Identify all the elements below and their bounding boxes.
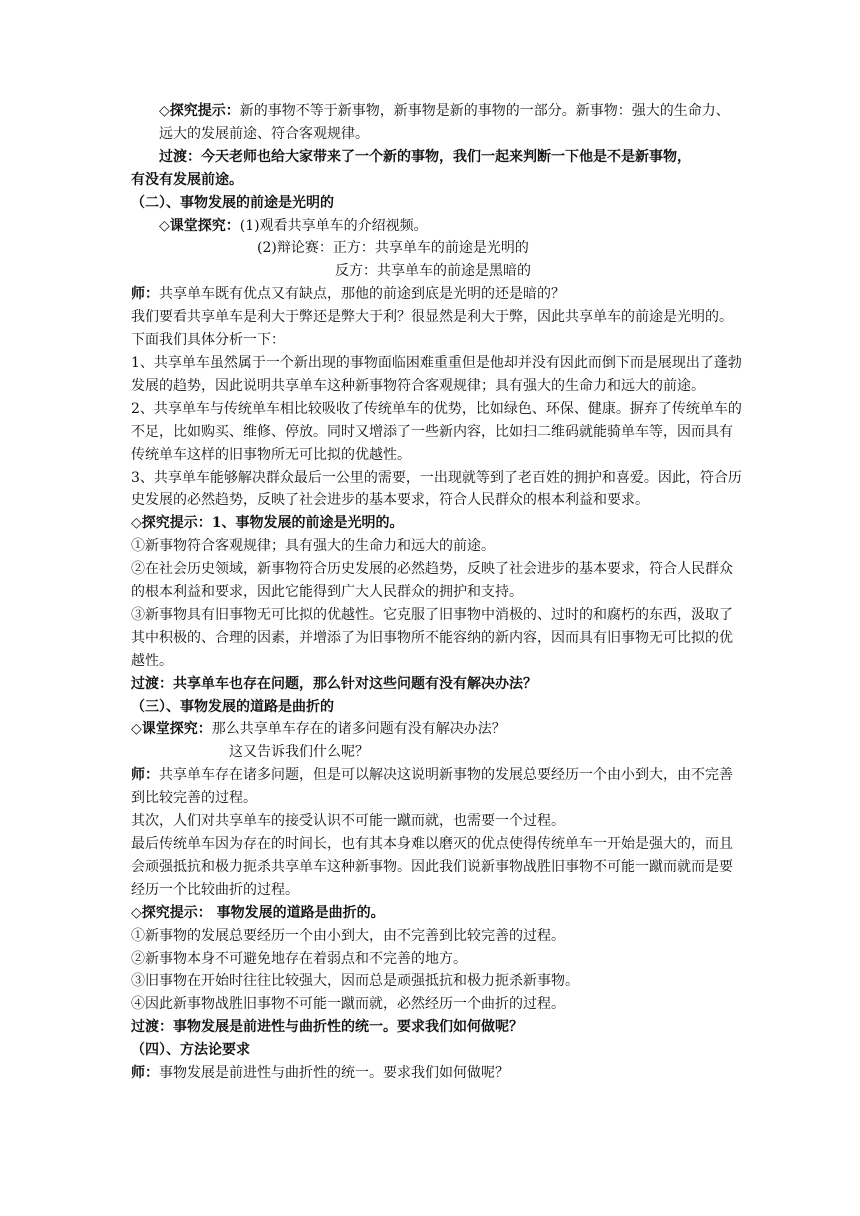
- paragraph: [131, 1062, 743, 1085]
- text: 新的事物不等于新事物，新事物是新的事物的一部分。新事物：强大的生命力、远大的发展前途、符合客观规律。: [159, 103, 730, 142]
- paragraph: [131, 398, 743, 467]
- text: ①新事物符合客观规律；具有强大的生命力和远大的前途。: [131, 538, 495, 555]
- text: ④因此新事物战胜旧事物不可能一蹴而就，必然经历一个曲折的过程。: [131, 996, 565, 1013]
- bold-text: 过渡：事物发展是前进性与曲折性的统一。要求我们如何做呢？: [131, 1019, 523, 1036]
- bold-text: ◇课堂探究：: [131, 721, 212, 738]
- paragraph: [131, 993, 743, 1016]
- bold-text: （三）、事物发展的道路是曲折的: [131, 698, 334, 715]
- paragraph: [131, 948, 743, 971]
- paragraph: [131, 467, 743, 513]
- paragraph: [131, 718, 743, 741]
- text: 3、共享单车能够解决群众最后一公里的需要，一出现就等到了老百姓的拥护和喜爱。因此，符合历史发展的必然趋势，反映了社会进步的基本要求，符合人民群众的根本利益和要求。: [131, 469, 742, 509]
- bold-text: （二）、事物发展的前途是光明的: [131, 194, 334, 211]
- bold-text: （四）、方法论要求: [131, 1042, 250, 1059]
- bold-text: ◇课堂探究：: [159, 217, 240, 234]
- paragraph: [131, 764, 743, 810]
- bold-text: 过渡：共享单车也存在问题，那么针对这些问题有没有解决办法？: [131, 675, 537, 692]
- text: ③新事物具有旧事物无可比拟的优越性。它克服了旧事物中消极的、过时的和腐朽的东西，汲取了其中积极的、合理的因素，并增添了为旧事物所不能容纳的新内容，因而具有旧事物无可比拟的优越性。: [131, 606, 733, 669]
- paragraph: [131, 604, 743, 673]
- paragraph: [131, 741, 743, 764]
- text: 1、共享单车虽然属于一个新出现的事物面临困难重重但是他却并没有因此而倒下而是展现出了蓬勃发展的趋势，因此说明共享单车这种新事物符合客观规律；具有强大的生命力和远大的前途。: [131, 354, 742, 394]
- paragraph: [131, 535, 743, 558]
- paragraph: [131, 283, 743, 306]
- text: ②新事物本身不可避免地存在着弱点和不完善的地方。: [131, 950, 467, 967]
- text: 2、共享单车与传统单车相比较吸收了传统单车的优势，比如绿色、环保、健康。摒弃了传统单车的不足，比如购买、维修、停放。同时又增添了一些新内容，比如扫二维码就能骑单车等，因而具有传统单车这样的旧事物所无可比拟的优越性。: [131, 400, 742, 463]
- paragraph: [131, 192, 743, 215]
- bold-text: 师：: [131, 286, 159, 303]
- paragraph: [131, 810, 743, 833]
- bold-text: 师：: [131, 767, 159, 784]
- paragraph: [131, 902, 743, 925]
- paragraph: [131, 833, 743, 902]
- bold-text: 过渡：今天老师也给大家带来了一个新的事物，我们一起来判断一下他是不是新事物，: [159, 148, 691, 165]
- paragraph: [131, 146, 743, 169]
- paragraph: [131, 1039, 743, 1062]
- document-body: [131, 100, 743, 1085]
- text: ①新事物的发展总要经历一个由小到大，由不完善到比较完善的过程。: [131, 927, 565, 944]
- text: 我们要看共享单车是利大于弊还是弊大于利？很显然是利大于弊，因此共享单车的前途是光明的。下面我们具体分析一下：: [131, 309, 733, 349]
- paragraph: [131, 696, 743, 719]
- paragraph: [131, 558, 743, 604]
- paragraph: [131, 215, 743, 238]
- paragraph: [131, 352, 743, 398]
- text: 其次，人们对共享单车的接受认识不可能一蹴而就，也需要一个过程。: [131, 813, 565, 830]
- text: (2)辩论赛：正方：共享单车的前途是光明的: [257, 240, 529, 257]
- text: 事物发展是前进性与曲折性的统一。要求我们如何做呢？: [159, 1065, 509, 1082]
- text: 反方：共享单车的前途是黑暗的: [335, 263, 531, 280]
- paragraph: [131, 237, 743, 260]
- text: 最后传统单车因为存在的时间长，也有其本身难以磨灭的优点使得传统单车一开始是强大的，而且会顽强抵抗和极力扼杀共享单车这种新事物。因此我们说新事物战胜旧事物不可能一蹴而就而是要经历一个比较曲折的过程。: [131, 836, 733, 898]
- paragraph: [131, 260, 743, 283]
- text: 共享单车既有优点又有缺点，那他的前途到底是光明的还是暗的？: [159, 286, 565, 303]
- paragraph: [131, 970, 743, 993]
- text: ②在社会历史领域，新事物符合历史发展的必然趋势，反映了社会进步的基本要求，符合人民群众的根本利益和要求，因此它能得到广大人民群众的拥护和支持。: [131, 561, 733, 601]
- text: ③旧事物在开始时往往比较强大，因而总是顽强抵抗和极力扼杀新事物。: [131, 973, 579, 990]
- bold-text: ◇探究提示： 事物发展的道路是曲折的。: [131, 904, 385, 921]
- bold-text: 有没有发展前途。: [131, 171, 243, 188]
- text: 那么共享单车存在的诸多问题有没有解决办法？: [211, 721, 506, 738]
- bold-text: ◇探究提示：1、事物发展的前途是光明的。: [131, 515, 404, 532]
- paragraph: [131, 306, 743, 352]
- paragraph: [131, 673, 743, 696]
- paragraph: [131, 1016, 743, 1039]
- paragraph: [131, 512, 743, 535]
- paragraph: [131, 100, 743, 146]
- bold-text: 师：: [131, 1065, 159, 1082]
- bold-text: ◇探究提示：: [159, 103, 240, 119]
- paragraph: [131, 925, 743, 948]
- paragraph: [131, 169, 743, 192]
- text: 这又告诉我们什么呢？: [229, 744, 369, 761]
- text: 共享单车存在诸多问题，但是可以解决这说明新事物的发展总要经历一个由小到大，由不完善到比较完善的过程。: [131, 767, 733, 807]
- text: (1)观看共享单车的介绍视频。: [239, 217, 428, 234]
